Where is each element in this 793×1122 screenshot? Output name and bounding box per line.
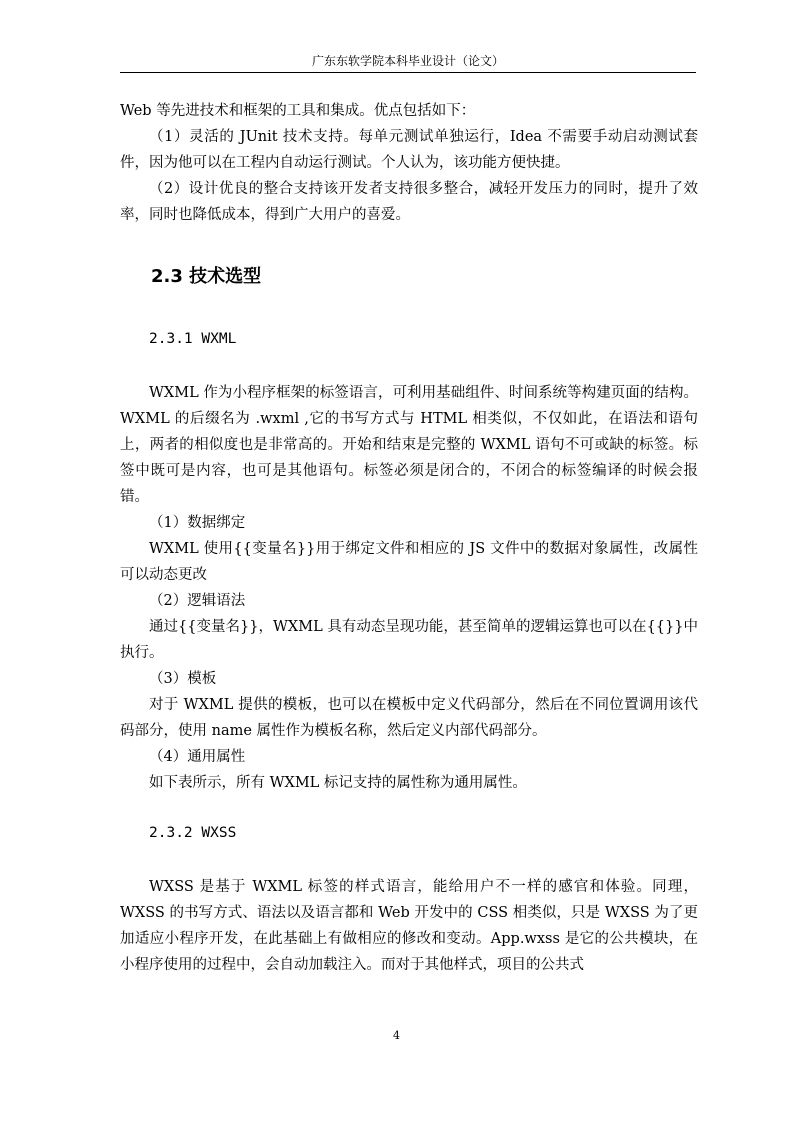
intro-paragraph-2: （1）灵活的 JUnit 技术支持。每单元测试单独运行，Idea 不需要手动启动测试套件，因为他可以在工程内自动运行测试。个人认为，该功能方便快捷。	[120, 129, 698, 171]
wxml-intro-paragraph: WXML 作为小程序框架的标签语言，可利用基础组件、时间系统等构建页面的结构。WXML 的后缀名为 .wxml ,它的书写方式与 HTML 相类似，不仅如此，在语法和语句上，两者的相似度也是非常高的。开始和结束是完整的 WXML 语句不可或缺的标签。标签中既可是内容，也可是其他语句。标签必须是闭合的，不闭合的标签编译的时候会报错。	[120, 385, 698, 505]
wxml-item-text-4: 如下表所示，所有 WXML 标记支持的属性称为通用属性。	[149, 775, 527, 791]
section-heading-2-3: 2.3 技术选型	[151, 266, 262, 287]
page-number: 4	[393, 1029, 400, 1042]
subsection-heading-wxss: 2.3.2 WXSS	[149, 825, 237, 841]
document-body	[120, 98, 698, 978]
wxml-item-heading-3: （3）模板	[149, 671, 217, 687]
header-divider	[120, 72, 696, 73]
wxml-item-heading-1: （1）数据绑定	[149, 515, 246, 531]
wxss-intro-paragraph: WXSS 是基于 WXML 标签的样式语言，能给用户不一样的感官和体验。同理，WXSS 的书写方式、语法以及语言都和 Web 开发中的 CSS 相类似，只是 WXSS 为了更加适应小程序开发，在此基础上有做相应的修改和变动。App.wxss 是它的公共模块，在小程序使用的过程中，会自动加载注入。而对于其他样式，项目的公共式	[120, 879, 698, 973]
wxml-item-heading-2: （2）逻辑语法	[149, 593, 246, 609]
page-header: 广东东软学院本科毕业设计（论文）	[311, 54, 504, 68]
subsection-heading-wxml: 2.3.1 WXML	[149, 331, 237, 347]
wxml-item-text-1: WXML 使用{{变量名}}用于绑定文件和相应的 JS 文件中的数据对象属性，改属性可以动态更改	[120, 541, 698, 583]
intro-paragraph-1: Web 等先进技术和框架的工具和集成。优点包括如下：	[120, 103, 476, 119]
wxml-item-text-3: 对于 WXML 提供的模板，也可以在模板中定义代码部分，然后在不同位置调用该代码部分，使用 name 属性作为模板名称，然后定义内部代码部分。	[120, 697, 698, 739]
spacer	[120, 848, 698, 874]
intro-paragraph-3: （2）设计优良的整合支持该开发者支持很多整合，减轻开发压力的同时，提升了效率，同时也降低成本，得到广大用户的喜爱。	[120, 181, 698, 223]
wxml-item-heading-4: （4）通用属性	[149, 749, 246, 765]
spacer	[120, 354, 698, 380]
wxml-item-text-2: 通过{{变量名}}，WXML 具有动态呈现功能，甚至简单的逻辑运算也可以在{{}}中执行。	[120, 619, 698, 661]
